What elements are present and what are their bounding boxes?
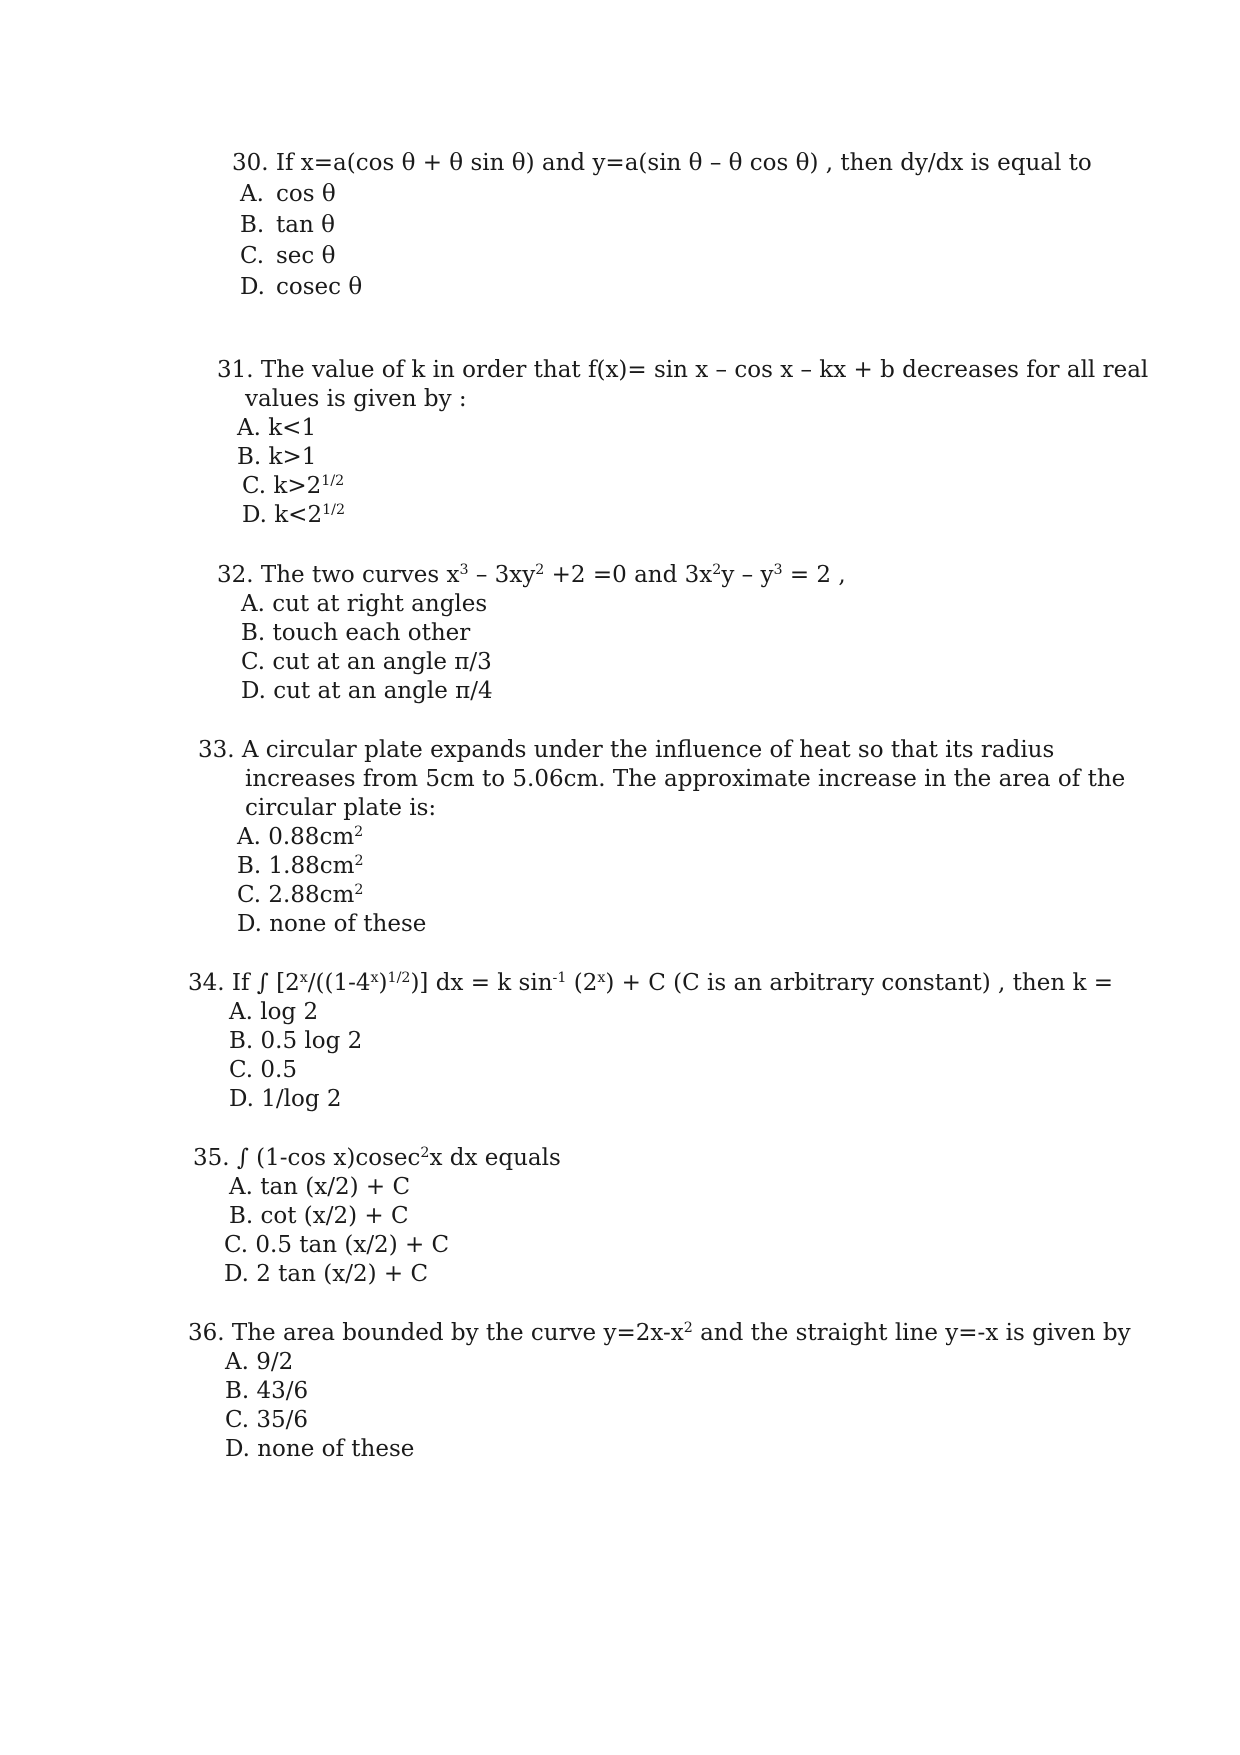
question-35-option-d: D. 2 tan (x/2) + C: [224, 1261, 429, 1287]
stem-part: 35. ∫ (1-cos x)cosec: [193, 1145, 421, 1171]
question-33-option-c: [237, 881, 1125, 910]
superscript: x: [370, 970, 379, 987]
question-30-option-d: [240, 273, 1092, 302]
question-36: [188, 1319, 1131, 1464]
question-33-option-d: D. none of these: [237, 911, 427, 937]
superscript: x: [299, 970, 308, 987]
superscript: 2: [535, 562, 545, 579]
stem-part: 34. If ∫ [2: [188, 970, 300, 996]
stem-part: +2 =0 and 3x: [544, 562, 713, 588]
stem-part: – 3xy: [468, 562, 536, 588]
option-text: tan θ: [276, 212, 335, 238]
question-32-option-d: D. cut at an angle π/4: [241, 678, 493, 704]
option-text: cos θ: [276, 181, 336, 207]
question-36-option-b: B. 43/6: [225, 1378, 309, 1404]
superscript: 2: [354, 824, 364, 841]
superscript: 2: [420, 1145, 430, 1162]
question-32: [217, 561, 846, 706]
stem-part: )] dx = k sin: [410, 970, 553, 996]
question-33: [198, 736, 1125, 939]
option-letter: A.: [240, 181, 264, 207]
superscript: 2: [712, 562, 722, 579]
superscript: 2: [683, 1320, 693, 1337]
superscript: 3: [459, 562, 469, 579]
question-34-option-c: C. 0.5: [229, 1057, 297, 1083]
option-text: B. 1.88cm: [237, 853, 355, 879]
option-text: D. k<2: [242, 502, 323, 528]
option-text: sec θ: [276, 243, 336, 269]
stem-part: (2: [566, 970, 598, 996]
superscript: 2: [354, 882, 364, 899]
stem-part: ): [378, 970, 388, 996]
question-32-option-b: B. touch each other: [241, 620, 471, 646]
question-33-stem-continued: increases from 5cm to 5.06cm. The approximate increase in the area of the: [245, 766, 1126, 792]
stem-part: /((1-4: [307, 970, 371, 996]
question-31-option-a: A. k<1: [237, 415, 317, 441]
question-35-option-a: A. tan (x/2) + C: [229, 1174, 411, 1200]
question-34: [188, 969, 1113, 1114]
question-30: [232, 149, 1092, 302]
superscript: x: [597, 970, 606, 987]
question-35-option-b: B. cot (x/2) + C: [229, 1203, 409, 1229]
question-36-stem: [188, 1319, 1131, 1348]
question-35: [193, 1144, 561, 1289]
stem-part: = 2 ,: [782, 562, 846, 588]
superscript: 2: [354, 853, 364, 870]
option-letter: C.: [240, 243, 265, 269]
superscript: 1/2: [321, 473, 345, 490]
question-31: [217, 356, 1148, 530]
stem-part: ) + C (C is an arbitrary constant) , then k =: [605, 970, 1113, 996]
superscript: 1/2: [387, 970, 411, 987]
question-33-option-a: [237, 823, 1125, 852]
question-30-option-b: [240, 211, 1092, 240]
superscript: -1: [552, 970, 567, 987]
question-32-option-a: A. cut at right angles: [241, 591, 488, 617]
question-30-stem: 30. If x=a(cos θ + θ sin θ) and y=a(sin θ – θ cos θ) , then dy/dx is equal to: [232, 150, 1092, 176]
question-34-stem: [188, 969, 1113, 998]
question-36-option-d: D. none of these: [225, 1436, 415, 1462]
question-31-option-c: [242, 472, 1148, 501]
question-32-stem: [217, 561, 846, 590]
question-31-stem-continued: values is given by :: [245, 386, 467, 412]
question-35-option-c: C. 0.5 tan (x/2) + C: [224, 1232, 450, 1258]
question-30-option-a: [240, 180, 1092, 209]
question-35-stem: [193, 1144, 561, 1173]
question-36-option-c: C. 35/6: [225, 1407, 309, 1433]
question-33-stem-continued: circular plate is:: [245, 795, 437, 821]
question-31-option-d: [242, 501, 1148, 530]
stem-part: 36. The area bounded by the curve y=2x-x: [188, 1320, 684, 1346]
stem-part: and the straight line y=-x is given by: [692, 1320, 1131, 1346]
question-34-option-d: D. 1/log 2: [229, 1086, 342, 1112]
option-text: C. k>2: [242, 473, 322, 499]
option-text: C. 2.88cm: [237, 882, 355, 908]
option-letter: B.: [240, 212, 265, 238]
stem-part: x dx equals: [429, 1145, 561, 1171]
question-36-option-a: A. 9/2: [225, 1349, 294, 1375]
option-text: A. 0.88cm: [237, 824, 355, 850]
superscript: 3: [773, 562, 783, 579]
question-34-option-a: A. log 2: [229, 999, 319, 1025]
question-32-option-c: C. cut at an angle π/3: [241, 649, 492, 675]
question-34-option-b: B. 0.5 log 2: [229, 1028, 363, 1054]
stem-part: 32. The two curves x: [217, 562, 460, 588]
question-31-option-b: B. k>1: [237, 444, 317, 470]
question-30-option-c: [240, 242, 1092, 271]
option-text: cosec θ: [276, 274, 363, 300]
question-33-stem: 33. A circular plate expands under the influence of heat so that its radius: [198, 737, 1055, 763]
superscript: 1/2: [322, 502, 346, 519]
stem-part: y – y: [721, 562, 774, 588]
question-31-stem: 31. The value of k in order that f(x)= sin x – cos x – kx + b decreases for all real: [217, 357, 1149, 383]
option-letter: D.: [240, 274, 265, 300]
question-33-option-b: [237, 852, 1125, 881]
